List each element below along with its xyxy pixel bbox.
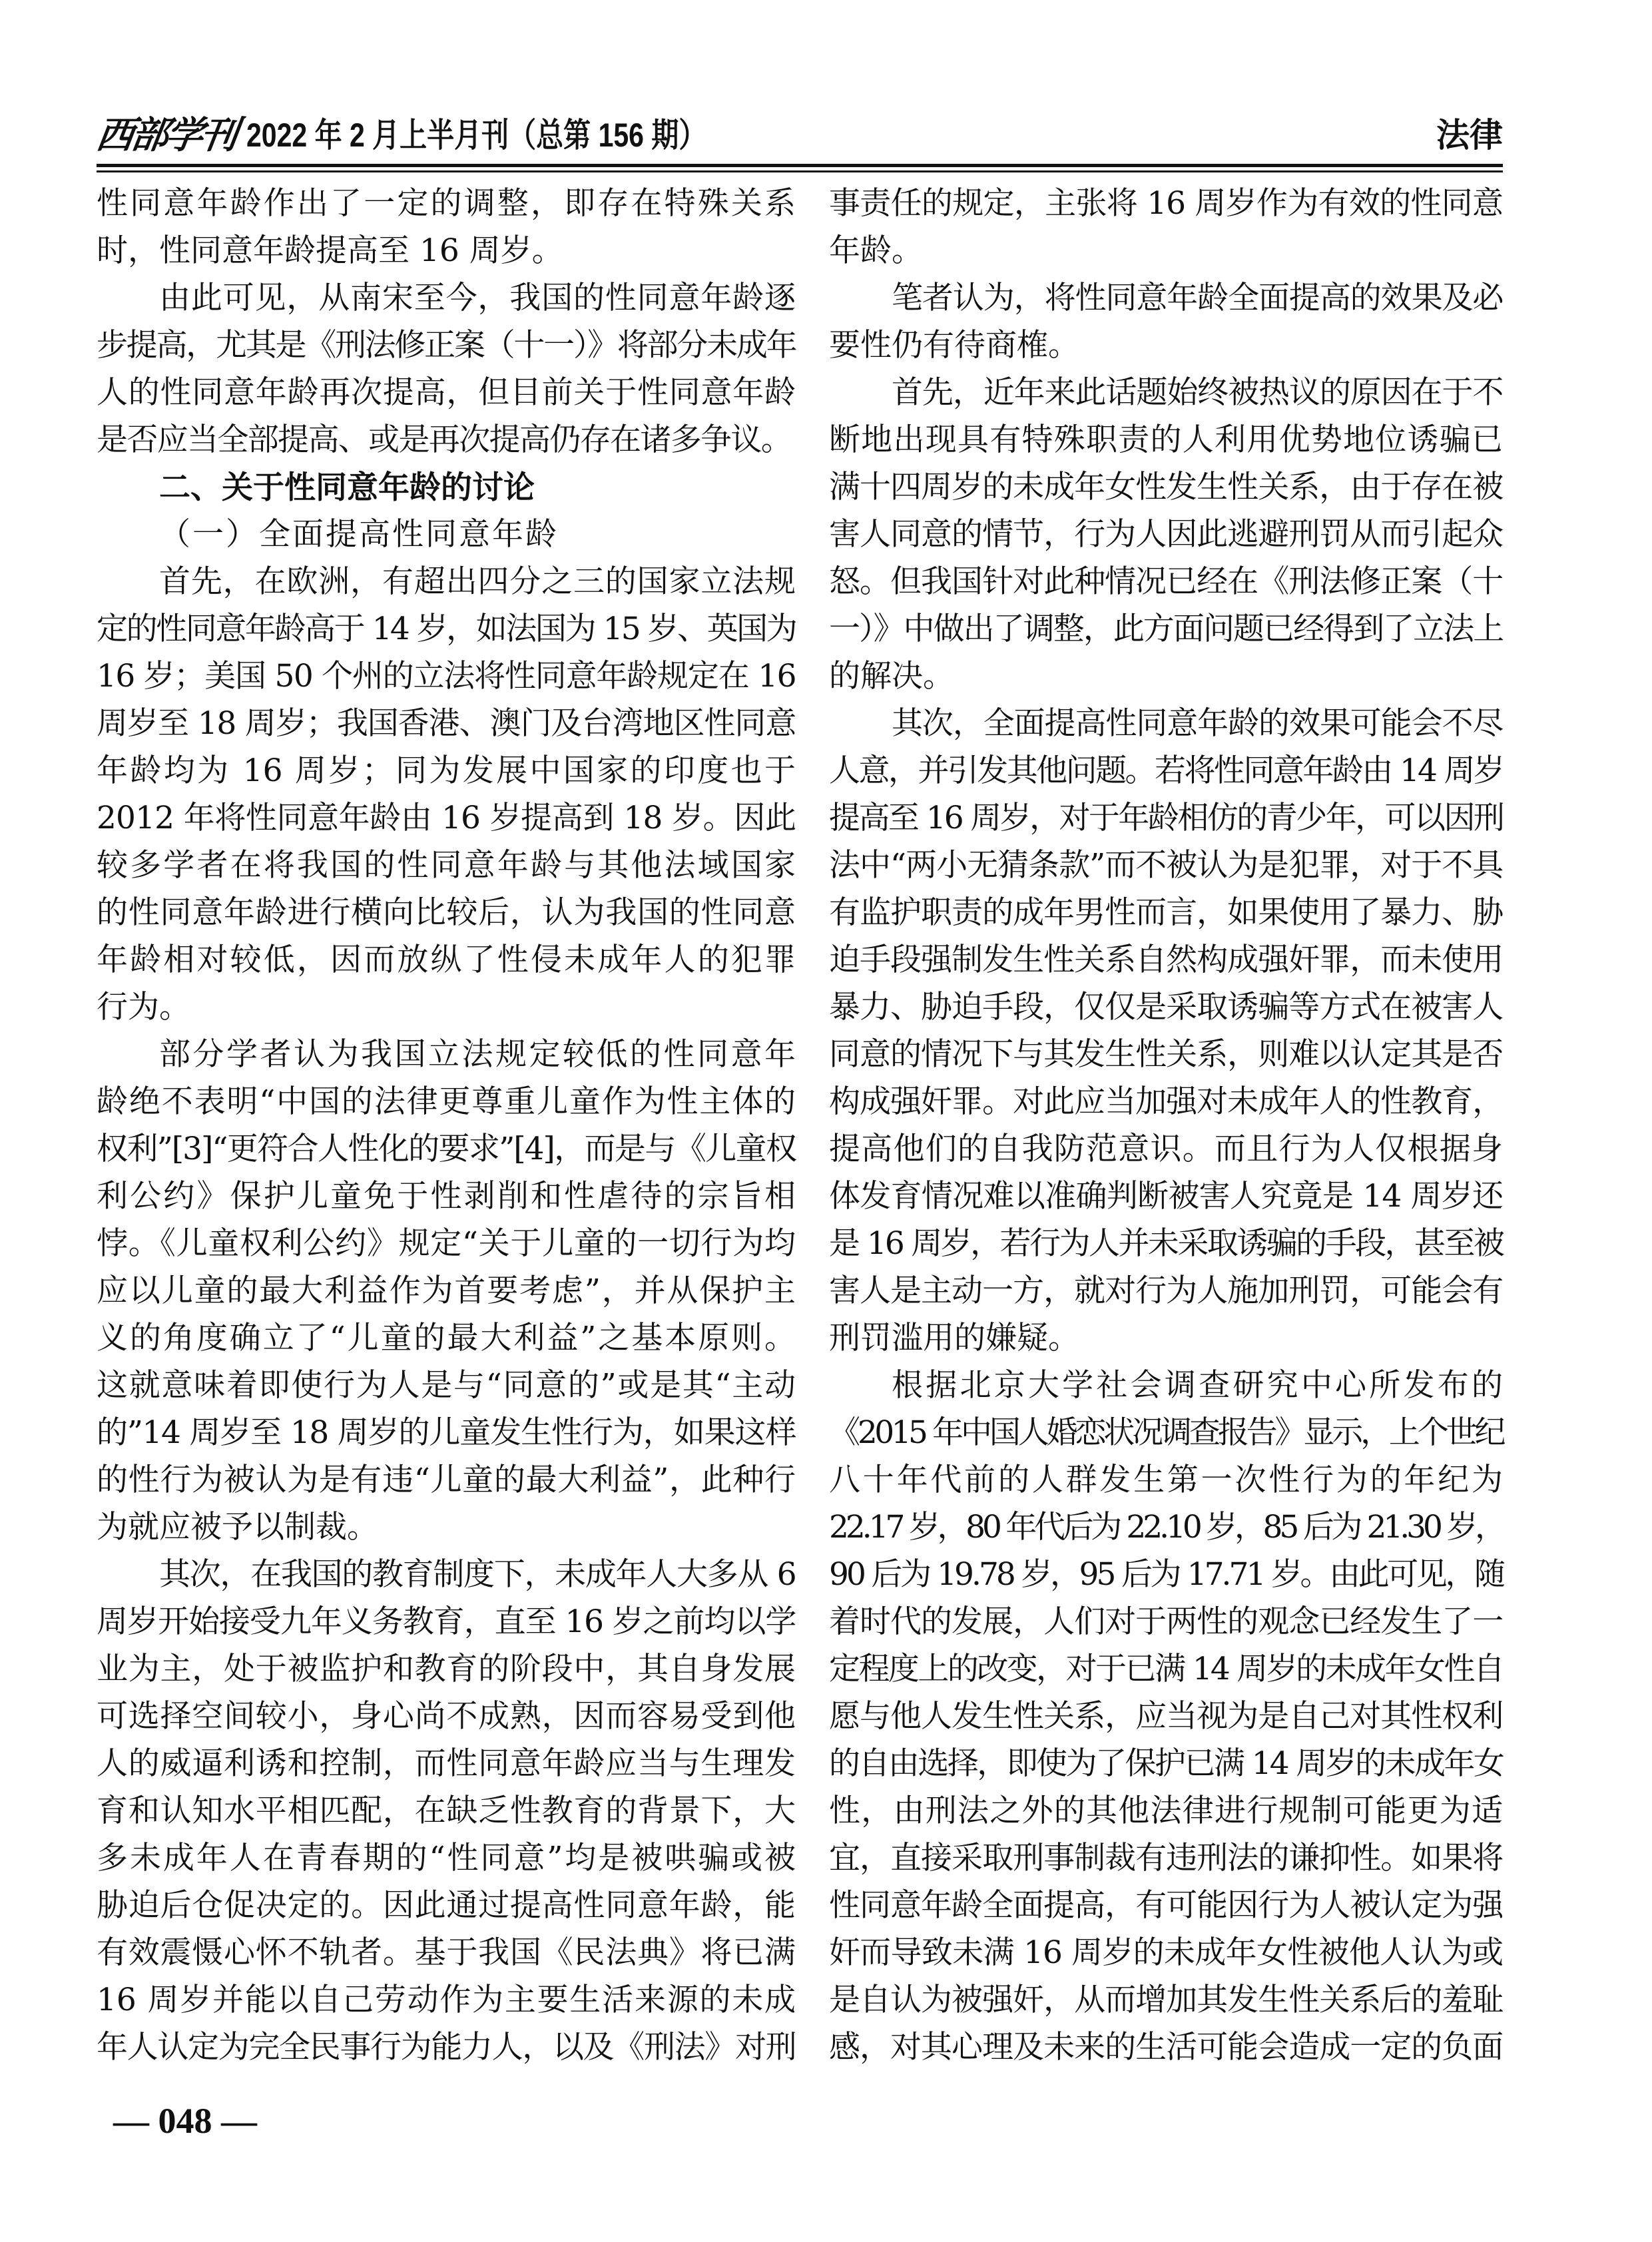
text-line: 断地出现具有特殊职责的人利用优势地位诱骗已 xyxy=(829,421,1503,458)
paragraph xyxy=(97,180,796,274)
text-line: 业为主，处于被监护和教育的阶段中，其自身发展 xyxy=(97,1651,796,1687)
text-line: 年人认定为完全民事行为能力人，以及《刑法》对刑 xyxy=(97,2029,796,2066)
text-line: 满十四周岁的未成年女性发生性关系，由于存在被 xyxy=(829,469,1503,505)
paragraph xyxy=(829,700,1503,1362)
text-line: 年龄均为 16 周岁；同为发展中国家的印度也于 xyxy=(97,752,796,789)
text-line: 法中“两小无猜条款”而不被认为是犯罪，对于不具 xyxy=(829,847,1503,884)
text-line: 胁迫后仓促决定的。因此通过提高性同意年龄，能 xyxy=(97,1887,796,1924)
text-line: 《2015 年中国人婚恋状况调查报告》显示，上个世纪 xyxy=(829,1414,1503,1451)
text-line: 同意的情况下与其发生性关系，则难以认定其是否 xyxy=(829,1036,1503,1073)
text-line: 90 后为 19.78 岁，95 后为 17.71 岁。由此可见，随 xyxy=(829,1556,1503,1593)
text-line: 性同意年龄全面提高，有可能因行为人被认定为强 xyxy=(829,1887,1503,1924)
paragraph xyxy=(97,1031,796,1551)
text-line: 这就意味着即使行为人是与“同意的”或是其“主动 xyxy=(97,1367,796,1404)
text-line: 提高他们的自我防范意识。而且行为人仅根据身 xyxy=(829,1131,1503,1167)
text-line: 性，由刑法之外的其他法律进行规制可能更为适 xyxy=(829,1793,1503,1829)
issue-info: 2022 年 2 月上半月刊（总第 156 期） xyxy=(246,117,706,154)
text-line: 为就应被予以制裁。 xyxy=(97,1509,378,1545)
text-line: 育和认知水平相匹配，在缺乏性教育的背景下，大 xyxy=(97,1793,796,1829)
text-line: 人的威逼利诱和控制，而性同意年龄应当与生理发 xyxy=(97,1745,796,1782)
section-label: 法律 xyxy=(1436,117,1503,154)
paragraph xyxy=(97,1551,796,2071)
text-line: 迫手段强制发生性关系自然构成强奸罪，而未使用 xyxy=(829,942,1503,978)
text-line: 较多学者在将我国的性同意年龄与其他法域国家 xyxy=(97,847,796,884)
text-line: 感，对其心理及未来的生活可能会造成一定的负面 xyxy=(829,2029,1503,2066)
text-line: 根据北京大学社会调查研究中心所发布的 xyxy=(892,1367,1503,1404)
text-line: 周岁至 18 周岁；我国香港、澳门及台湾地区性同意 xyxy=(97,705,796,742)
text-line: 部分学者认为我国立法规定较低的性同意年 xyxy=(159,1036,796,1073)
text-line: 害人同意的情节，行为人因此逃避刑罚从而引起众 xyxy=(829,516,1503,553)
text-line: 步提高，尤其是《刑法修正案（十一）》将部分未成年 xyxy=(97,327,796,364)
text-line: 22.17 岁，80 年代后为 22.10 岁，85 后为 21.30 岁， xyxy=(829,1509,1503,1545)
text-line: 利公约》保护儿童免于性剥削和性虐待的宗旨相 xyxy=(97,1178,796,1215)
text-line: 可选择空间较小，身心尚不成熟，因而容易受到他 xyxy=(97,1698,796,1735)
text-line: 年龄相对较低，因而放纵了性侵未成年人的犯罪 xyxy=(97,942,796,978)
text-line: 提高至 16 周岁，对于年龄相仿的青少年，可以因刑 xyxy=(829,800,1503,836)
subheading-text: （一）全面提高性同意年龄 xyxy=(159,516,559,553)
text-line: 八十年代前的人群发生第一次性行为的年纪为 xyxy=(829,1462,1503,1498)
heading xyxy=(97,463,796,511)
text-line: 应以儿童的最大利益作为首要考虑”，并从保护主 xyxy=(97,1272,796,1309)
text-line: 奸而导致未满 16 周岁的未成年女性被他人认为或 xyxy=(829,1934,1503,1971)
text-line: 由此可见，从南宋至今，我国的性同意年龄逐 xyxy=(159,280,796,316)
text-line: 怒。但我国针对此种情况已经在《刑法修正案（十 xyxy=(829,563,1503,600)
text-line: 16 岁；美国 50 个州的立法将性同意年龄规定在 16 xyxy=(97,658,796,695)
text-line: 定的性同意年龄高于 14 岁，如法国为 15 岁、英国为 xyxy=(97,611,796,647)
text-line: 的”14 周岁至 18 周岁的儿童发生性行为，如果这样 xyxy=(97,1414,796,1451)
subheading xyxy=(97,511,796,558)
text-line: 义的角度确立了“儿童的最大利益”之基本原则。 xyxy=(97,1320,796,1356)
text-line: 人的性同意年龄再次提高，但目前关于性同意年龄 xyxy=(97,374,796,411)
text-line: 笔者认为，将性同意年龄全面提高的效果及必 xyxy=(892,280,1503,316)
text-line: 有监护职责的成年男性而言，如果使用了暴力、胁 xyxy=(829,894,1503,931)
text-line: 悖。《儿童权利公约》规定“关于儿童的一切行为均 xyxy=(97,1225,796,1262)
text-line: 16 周岁并能以自己劳动作为主要生活来源的未成 xyxy=(97,1982,796,2018)
text-line: 事责任的规定，主张将 16 周岁作为有效的性同意 xyxy=(829,185,1503,222)
text-line: 构成强奸罪。对此应当加强对未成年人的性教育， xyxy=(829,1083,1503,1120)
text-line: 多未成年人在青春期的“性同意”均是被哄骗或被 xyxy=(97,1840,796,1876)
text-line: 的解决。 xyxy=(829,658,954,695)
right-column xyxy=(829,180,1503,2071)
left-column xyxy=(97,180,796,2071)
paragraph xyxy=(829,180,1503,274)
text-line: 是自认为被强奸，从而增加其发生性关系后的羞耻 xyxy=(829,1982,1503,2018)
text-line: 行为。 xyxy=(97,989,190,1025)
text-line: 要性仍有待商榷。 xyxy=(829,327,1079,364)
text-line: 刑罚滥用的嫌疑。 xyxy=(829,1320,1079,1356)
paragraph xyxy=(829,274,1503,369)
text-line: 性同意年龄作出了一定的调整，即存在特殊关系 xyxy=(97,185,796,222)
text-line: 有效震慑心怀不轨者。基于我国《民法典》将已满 xyxy=(97,1934,796,1971)
text-line: 首先，在欧洲，有超出四分之三的国家立法规 xyxy=(159,563,796,600)
journal-logo: 西部学刊 xyxy=(93,113,238,157)
text-line: 权利”[3]“更符合人性化的要求”[4]，而是与《儿童权 xyxy=(97,1131,796,1167)
text-line: 的自由选择，即使为了保护已满 14 周岁的未成年女 xyxy=(829,1745,1503,1782)
text-line: 一）》中做出了调整，此方面问题已经得到了立法上 xyxy=(829,611,1503,647)
text-line: 愿与他人发生性关系，应当视为是自己对其性权利 xyxy=(829,1698,1503,1735)
text-line: 其次，全面提高性同意年龄的效果可能会不尽 xyxy=(892,705,1503,742)
text-line: 时，性同意年龄提高至 16 周岁。 xyxy=(97,232,563,269)
text-line: 龄绝不表明“中国的法律更尊重儿童作为性主体的 xyxy=(97,1083,796,1120)
paragraph xyxy=(829,1362,1503,2071)
text-line: 体发育情况难以准确判断被害人究竟是 14 周岁还 xyxy=(829,1178,1503,1215)
text-line: 年龄。 xyxy=(829,232,923,269)
text-line: 定程度上的改变，对于已满 14 周岁的未成年女性自 xyxy=(829,1651,1503,1687)
text-line: 是否应当全部提高、或是再次提高仍存在诸多争议。 xyxy=(97,421,792,458)
text-line: 暴力、胁迫手段，仅仅是采取诱骗等方式在被害人 xyxy=(829,989,1503,1025)
header-rule-thin xyxy=(97,170,1503,172)
text-line: 首先，近年来此话题始终被热议的原因在于不 xyxy=(892,374,1503,411)
text-line: 周岁开始接受九年义务教育，直至 16 岁之前均以学 xyxy=(97,1603,796,1640)
text-line: 着时代的发展，人们对于两性的观念已经发生了一 xyxy=(829,1603,1503,1640)
text-line: 害人是主动一方，就对行为人施加刑罚，可能会有 xyxy=(829,1272,1503,1309)
text-line: 的性行为被认为是有违“儿童的最大利益”，此种行 xyxy=(97,1462,796,1498)
text-line: 2012 年将性同意年龄由 16 岁提高到 18 岁。因此 xyxy=(97,800,796,836)
paragraph xyxy=(97,558,796,1031)
paragraph xyxy=(829,369,1503,700)
text-line: 其次，在我国的教育制度下，未成年人大多从 6 xyxy=(159,1556,796,1593)
text-line: 人意，并引发其他问题。若将性同意年龄由 14 周岁 xyxy=(829,752,1503,789)
page-number: — 048 — xyxy=(113,2101,257,2141)
text-line: 是 16 周岁，若行为人并未采取诱骗的手段，甚至被 xyxy=(829,1225,1503,1262)
heading-text: 二、关于性同意年龄的讨论 xyxy=(159,469,535,505)
paragraph xyxy=(97,274,796,463)
text-line: 宜，直接采取刑事制裁有违刑法的谦抑性。如果将 xyxy=(829,1840,1503,1876)
header-rule-thick xyxy=(97,164,1503,167)
text-line: 的性同意年龄进行横向比较后，认为我国的性同意 xyxy=(97,894,796,931)
